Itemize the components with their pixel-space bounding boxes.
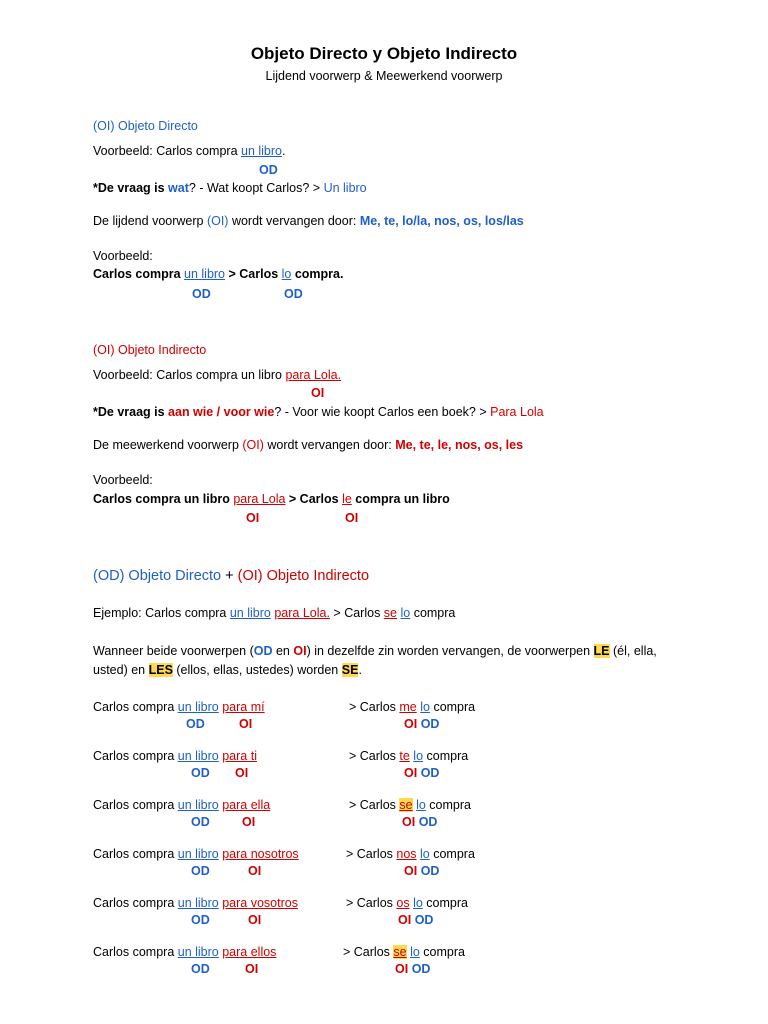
combo-rule-line-1 (93, 643, 657, 659)
oi-line-label-2: OI (345, 511, 359, 525)
od-example-end: . (282, 144, 286, 158)
row-result-labels (404, 716, 439, 732)
od-line-label-2: OD (284, 287, 303, 301)
row-result-oi: OI (404, 766, 418, 780)
row-od: un libro (177, 896, 219, 910)
combo-rule-od: OD (253, 644, 273, 658)
row-oi-label: OI (248, 913, 262, 927)
row-od: un libro (177, 798, 219, 812)
row-prefix: Carlos compra (93, 847, 178, 861)
combo-ejemplo-mid: > Carlos (329, 606, 384, 620)
row-oi: para ellos (222, 945, 277, 959)
od-example-line (93, 143, 285, 159)
row-end: compra (429, 700, 476, 714)
combo-section-heading (93, 567, 369, 585)
row-lo: lo (410, 945, 420, 959)
oi-question-mid: ? - Voor wie koopt Carlos een boek? > (274, 405, 491, 419)
row-od: un libro (177, 847, 219, 861)
row-arrow: > Carlos (346, 896, 397, 910)
combo-ejemplo-prefix: Ejemplo: Carlos compra (93, 606, 230, 620)
combo-rule-en: en (272, 644, 294, 658)
row-arrow: > Carlos (349, 749, 400, 763)
row-result-oi: OI (404, 864, 418, 878)
row-result-oi: OI (395, 962, 409, 976)
combo-rule-1c: (él, ella, (609, 644, 657, 658)
combo-example-row (93, 797, 270, 813)
row-oi: para vosotros (222, 896, 298, 910)
combo-rule-1a: Wanneer beide voorwerpen ( (93, 644, 254, 658)
combo-example-row (93, 748, 257, 764)
combo-rule-1b: ) in dezelfde zin worden vervangen, de voorwerpen (306, 644, 594, 658)
od-replace-list: Me, te, lo/la, nos, os, los/las (359, 214, 524, 228)
combo-rule-le: LE (593, 644, 610, 658)
combo-ejemplo-end: compra (410, 606, 456, 620)
row-oi-label: OI (245, 962, 259, 976)
row-pronoun: me (399, 700, 417, 714)
od-voorbeeld: Voorbeeld: (93, 249, 153, 263)
od-line-pronoun: lo (281, 267, 292, 281)
page-subtitle: Lijdend voorwerp & Meewerkend voorwerp (265, 69, 503, 83)
oi-example-line (93, 367, 341, 383)
row-result-oi: OI (398, 913, 412, 927)
row-result-labels (402, 814, 437, 830)
row-end: compra (419, 945, 465, 959)
row-pronoun: nos (396, 847, 417, 861)
row-result-od: OD (420, 717, 440, 731)
od-label: OD (259, 163, 278, 177)
combo-rule-2b: (ellos, ellas, ustedes) worden (172, 663, 342, 677)
row-pronoun: te (399, 749, 410, 763)
oi-line-arrow: > Carlos (285, 492, 343, 506)
row-lo: lo (413, 896, 423, 910)
row-lo: lo (416, 798, 426, 812)
od-question-word: wat (168, 181, 189, 195)
row-result-od: OD (420, 766, 440, 780)
oi-replace-mid: wordt vervangen door: (263, 438, 396, 452)
oi-example-object: para Lola. (285, 368, 342, 382)
row-oi-label: OI (242, 815, 256, 829)
od-line-object: un libro (184, 267, 226, 281)
od-line-end: compra. (291, 267, 344, 281)
row-result-labels (404, 765, 439, 781)
row-lo: lo (420, 847, 430, 861)
oi-voorbeeld: Voorbeeld: (93, 473, 153, 487)
row-pronoun: se (393, 945, 407, 959)
combo-rule-se: SE (341, 663, 359, 677)
combo-rule-line-2 (93, 662, 362, 678)
row-pronoun: se (399, 798, 413, 812)
od-question-answer: Un libro (323, 181, 367, 195)
oi-question-answer: Para Lola (490, 405, 544, 419)
oi-line-object: para Lola (233, 492, 286, 506)
combo-example-result (349, 699, 475, 715)
od-question-line (93, 180, 367, 196)
od-line-label-1: OD (192, 287, 211, 301)
row-od: un libro (177, 945, 219, 959)
combo-example-row (93, 895, 298, 911)
combo-ejemplo-line (93, 605, 455, 621)
oi-line-pronoun: le (342, 492, 352, 506)
row-od-label: OD (191, 962, 210, 976)
row-od-label: OD (186, 717, 205, 731)
combo-example-row (93, 846, 299, 862)
oi-example-sentence (93, 491, 450, 507)
row-oi-label: OI (248, 864, 262, 878)
row-oi: para ti (222, 749, 257, 763)
combo-rule-oi: OI (293, 644, 307, 658)
row-end: compra (425, 798, 471, 812)
oi-line-end: compra un libro (351, 492, 450, 506)
row-result-labels (404, 863, 439, 879)
oi-question-prefix: *De vraag is (93, 405, 169, 419)
row-result-labels (398, 912, 433, 928)
row-result-oi: OI (402, 815, 416, 829)
od-question-prefix: *De vraag is (93, 181, 169, 195)
oi-line-a: Carlos compra un libro (93, 492, 234, 506)
row-end: compra (422, 896, 468, 910)
oi-example-prefix: Voorbeeld: Carlos compra un libro (93, 368, 286, 382)
row-pronoun: os (396, 896, 410, 910)
row-result-od: OD (418, 815, 438, 829)
row-arrow: > Carlos (343, 945, 394, 959)
row-od-label: OD (191, 815, 210, 829)
row-prefix: Carlos compra (93, 749, 178, 763)
row-prefix: Carlos compra (93, 700, 178, 714)
od-replace-prefix: De lijdend voorwerp (93, 214, 207, 228)
page-title: Objeto Directo y Objeto Indirecto (250, 44, 518, 63)
row-arrow: > Carlos (346, 847, 397, 861)
oi-line-label-1: OI (246, 511, 260, 525)
combo-rule-2c: . (358, 663, 362, 677)
od-replace-tag: (OI) (206, 214, 229, 228)
row-od: un libro (177, 749, 219, 763)
combo-heading-plus: + (221, 568, 238, 584)
row-end: compra (423, 749, 469, 763)
od-section-heading: (OI) Objeto Directo (93, 119, 198, 133)
row-result-oi: OI (404, 717, 418, 731)
combo-example-result (349, 748, 468, 764)
oi-replace-list: Me, te, le, nos, os, les (395, 438, 524, 452)
combo-ejemplo-od: un libro (229, 606, 271, 620)
row-result-labels (395, 961, 430, 977)
combo-example-result (343, 944, 465, 960)
row-od: un libro (177, 700, 219, 714)
row-od-label: OD (191, 864, 210, 878)
combo-example-result (349, 797, 471, 813)
row-od-label: OD (191, 766, 210, 780)
row-oi-label: OI (239, 717, 253, 731)
od-line-a: Carlos compra (93, 267, 185, 281)
combo-ejemplo-lo: lo (400, 606, 411, 620)
row-lo: lo (413, 749, 424, 763)
row-od-label: OD (191, 913, 210, 927)
od-replace-mid: wordt vervangen door: (228, 214, 360, 228)
combo-ejemplo-se: se (383, 606, 397, 620)
combo-example-result (346, 895, 468, 911)
oi-replace-line (93, 437, 523, 453)
combo-heading-oi: (OI) Objeto Indirecto (237, 568, 370, 584)
od-example-object: un libro (241, 144, 282, 158)
row-result-od: OD (411, 962, 431, 976)
row-end: compra (429, 847, 475, 861)
row-oi-label: OI (235, 766, 249, 780)
row-result-od: OD (420, 864, 440, 878)
row-prefix: Carlos compra (93, 798, 178, 812)
od-example-prefix: Voorbeeld: Carlos compra (93, 144, 241, 158)
oi-replace-prefix: De meewerkend voorwerp (93, 438, 243, 452)
oi-question-word: aan wie / voor wie (168, 405, 275, 419)
combo-ejemplo-oi: para Lola. (274, 606, 330, 620)
row-lo: lo (420, 700, 430, 714)
od-line-arrow: > Carlos (225, 267, 282, 281)
od-example-sentence (93, 266, 343, 282)
oi-question-line (93, 404, 544, 420)
row-arrow: > Carlos (349, 700, 400, 714)
combo-rule-les: LES (148, 663, 173, 677)
row-prefix: Carlos compra (93, 896, 178, 910)
row-arrow: > Carlos (349, 798, 400, 812)
combo-example-result (346, 846, 475, 862)
row-result-od: OD (414, 913, 434, 927)
od-question-mid: ? - Wat koopt Carlos? > (188, 181, 324, 195)
row-prefix: Carlos compra (93, 945, 178, 959)
oi-label: OI (311, 386, 325, 400)
oi-replace-tag: (OI) (242, 438, 264, 452)
combo-rule-2a: usted) en (93, 663, 149, 677)
row-oi: para mí (222, 700, 265, 714)
combo-heading-od: (OD) Objeto Directo (93, 568, 222, 584)
combo-example-row (93, 699, 265, 715)
oi-section-heading: (OI) Objeto Indirecto (93, 343, 207, 357)
od-replace-line (93, 213, 524, 229)
row-oi: para ella (222, 798, 271, 812)
row-oi: para nosotros (222, 847, 299, 861)
combo-example-row (93, 944, 276, 960)
